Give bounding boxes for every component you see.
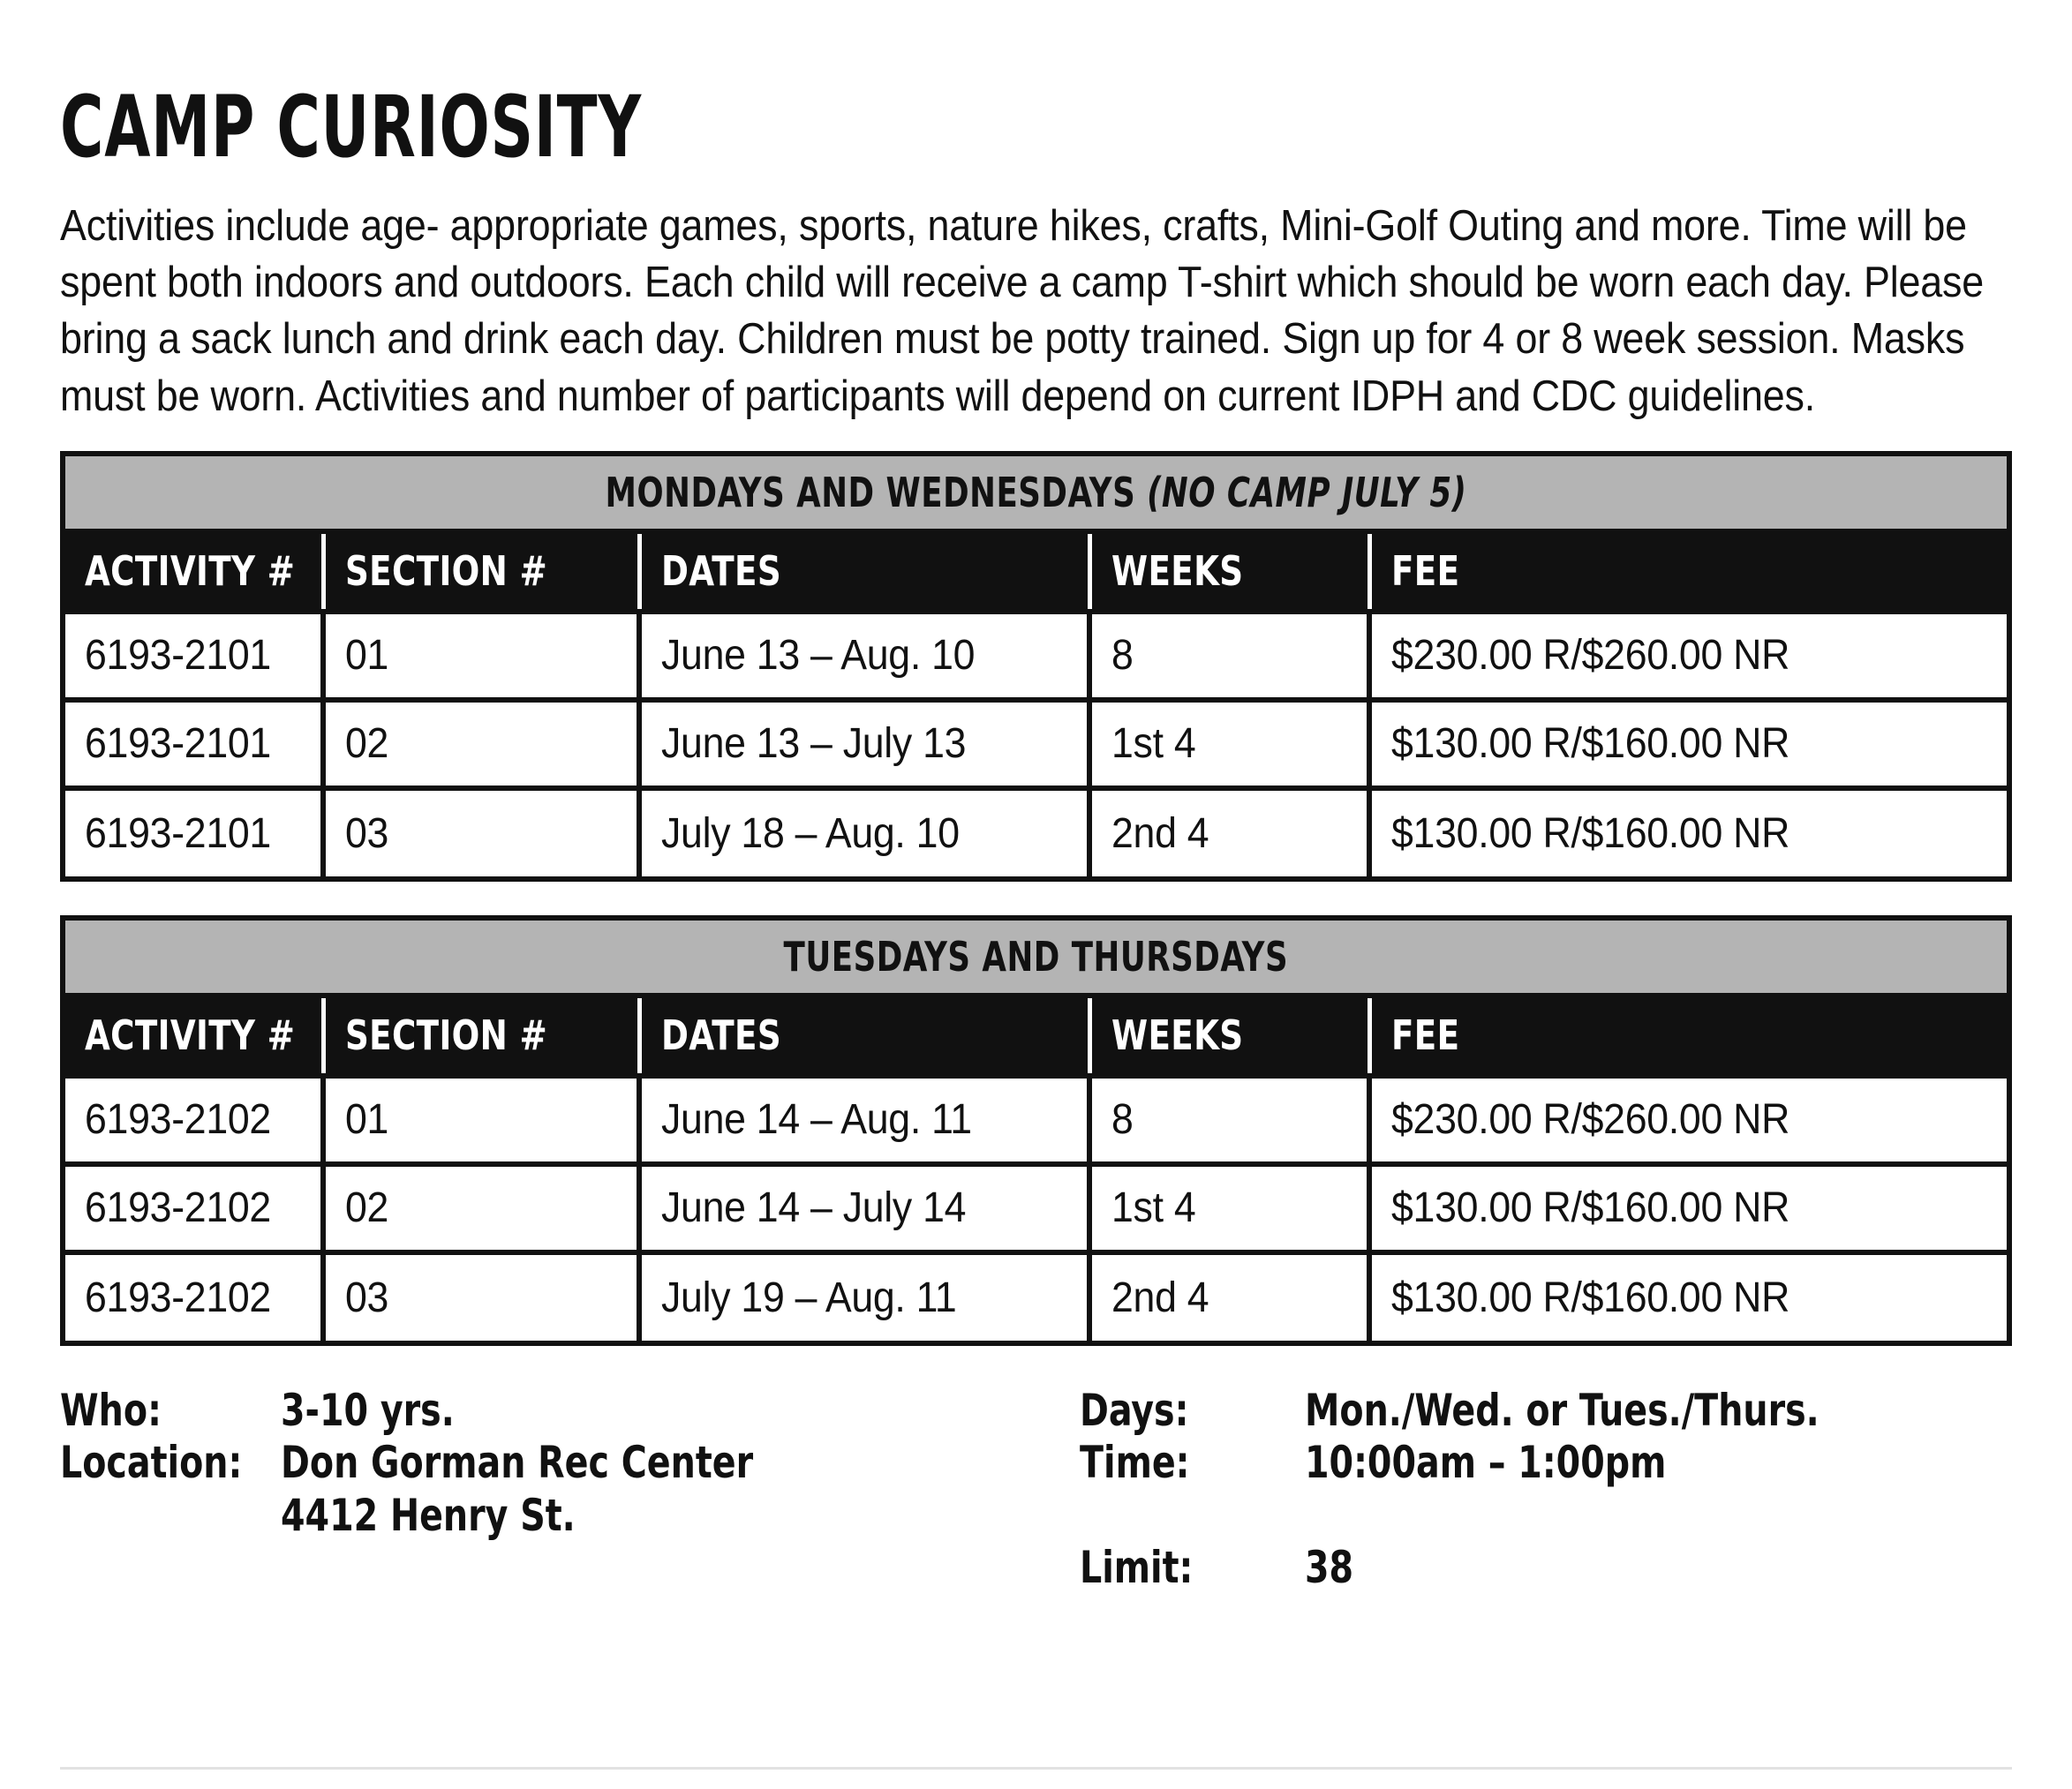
label-limit: Limit: — [1080, 1542, 1194, 1594]
column-header-weeks-label: WEEKS — [1111, 1011, 1243, 1060]
cell-activity — [65, 700, 323, 788]
cell-section — [323, 1164, 639, 1252]
column-header-weeks — [1089, 998, 1369, 1076]
cell-fee-value: $130.00 R/$160.00 NR — [1391, 1184, 1790, 1232]
cell-dates — [639, 1252, 1089, 1341]
cell-dates — [639, 612, 1089, 700]
cell-weeks-value: 8 — [1111, 1096, 1134, 1144]
value-time: 10:00am – 1:00pm — [1305, 1437, 1667, 1489]
cell-fee — [1369, 1076, 2007, 1164]
cell-activity-value: 6193-2101 — [85, 809, 271, 857]
schedule-table — [65, 534, 2007, 876]
table-row — [65, 1252, 2007, 1341]
schedule-table — [65, 998, 2007, 1341]
table-row — [65, 788, 2007, 876]
band-header-note: (NO CAMP JULY 5) — [1147, 468, 1467, 516]
column-header-activity — [65, 534, 323, 612]
column-header-section — [323, 998, 639, 1076]
cell-activity — [65, 1076, 323, 1164]
cell-activity-value: 6193-2101 — [85, 632, 271, 680]
detail-labels-right — [1080, 1385, 1305, 1595]
cell-dates-value: July 19 – Aug. 11 — [661, 1274, 957, 1321]
cell-fee-value: $230.00 R/$260.00 NR — [1391, 632, 1790, 680]
column-header-dates — [639, 534, 1089, 612]
table-band-header — [65, 921, 2007, 998]
column-header-activity-label: ACTIVITY # — [85, 547, 296, 596]
cell-fee — [1369, 1252, 2007, 1341]
table-row — [65, 700, 2007, 788]
cell-weeks-value: 1st 4 — [1111, 720, 1196, 768]
page-title: CAMP CURIOSITY — [60, 78, 642, 177]
cell-section — [323, 1076, 639, 1164]
schedule-table-mon-wed — [60, 451, 2012, 882]
table-row — [65, 1076, 2007, 1164]
cell-section-value: 03 — [345, 1274, 389, 1321]
table-header-row — [65, 534, 2007, 612]
cell-activity-value: 6193-2102 — [85, 1096, 271, 1144]
cell-activity — [65, 788, 323, 876]
cell-weeks — [1089, 1164, 1369, 1252]
program-details-left — [60, 1385, 1080, 1595]
table-band-header — [65, 456, 2007, 534]
column-header-section-label: SECTION # — [344, 547, 547, 596]
program-details — [60, 1385, 2012, 1595]
cell-weeks-value: 2nd 4 — [1111, 809, 1209, 857]
cell-dates-value: June 14 – Aug. 11 — [661, 1096, 972, 1144]
column-header-activity — [65, 998, 323, 1076]
cell-section-value: 03 — [345, 809, 389, 857]
cell-dates-value: July 18 – Aug. 10 — [661, 809, 960, 857]
cell-activity — [65, 1252, 323, 1341]
cell-activity — [65, 612, 323, 700]
cell-weeks-value: 8 — [1111, 632, 1134, 680]
column-header-fee — [1369, 998, 2007, 1076]
value-location-line2: 4412 Henry St. — [281, 1489, 576, 1541]
value-location-line1: Don Gorman Rec Center — [281, 1437, 754, 1489]
value-limit: 38 — [1305, 1542, 1354, 1594]
cell-weeks — [1089, 612, 1369, 700]
cell-dates — [639, 1076, 1089, 1164]
column-header-section — [323, 534, 639, 612]
column-header-weeks — [1089, 534, 1369, 612]
cell-weeks — [1089, 700, 1369, 788]
cell-weeks-value: 2nd 4 — [1111, 1274, 1209, 1321]
cell-activity-value: 6193-2102 — [85, 1274, 271, 1321]
cell-section-value: 01 — [345, 1096, 389, 1144]
cell-section — [323, 700, 639, 788]
cell-dates — [639, 788, 1089, 876]
column-header-dates-label: DATES — [660, 1011, 781, 1060]
cell-section-value: 02 — [345, 1184, 389, 1232]
table-row — [65, 612, 2007, 700]
cell-dates-value: June 14 – July 14 — [661, 1184, 967, 1232]
schedule-table-tue-thu — [60, 915, 2012, 1346]
label-days: Days: — [1080, 1384, 1189, 1436]
label-location: Location: — [60, 1437, 243, 1489]
cell-fee — [1369, 1164, 2007, 1252]
cell-section — [323, 612, 639, 700]
column-header-section-label: SECTION # — [344, 1011, 547, 1060]
cell-dates — [639, 700, 1089, 788]
label-who: Who: — [60, 1384, 162, 1436]
cell-activity-value: 6193-2101 — [85, 720, 271, 768]
cell-activity-value: 6193-2102 — [85, 1184, 271, 1232]
program-description: Activities include age- appropriate games, sports, nature hikes, crafts, Mini-Golf Outing and more. Time will be spent both indoors and outdoors. Each child will receive a camp T-shirt which should be worn each day. Please bring a sack lunch and drink each day. Children must be potty trained. Sign up for 4 or 8 week session. Masks must be worn. Activities and number of participants will depend on current IDPH and CDC guidelines. — [60, 202, 1985, 420]
table-row — [65, 1164, 2007, 1252]
cell-weeks — [1089, 1076, 1369, 1164]
band-header-main: MONDAYS AND WEDNESDAYS — [605, 468, 1136, 516]
cell-weeks — [1089, 788, 1369, 876]
detail-labels-left — [60, 1385, 281, 1595]
band-header-main: TUESDAYS AND THURSDAYS — [783, 932, 1289, 981]
cell-fee — [1369, 700, 2007, 788]
column-header-fee-label: FEE — [1390, 1011, 1459, 1060]
band-header-text — [784, 933, 1289, 981]
program-details-right — [1080, 1385, 2012, 1595]
column-header-activity-label: ACTIVITY # — [85, 1011, 296, 1060]
cell-weeks-value: 1st 4 — [1111, 1184, 1196, 1232]
cell-fee — [1369, 788, 2007, 876]
value-who: 3-10 yrs. — [281, 1384, 455, 1436]
band-header-text — [606, 469, 1467, 516]
bottom-divider — [60, 1767, 2012, 1770]
cell-fee-value: $130.00 R/$160.00 NR — [1391, 1274, 1790, 1321]
value-days: Mon./Wed. or Tues./Thurs. — [1305, 1384, 1820, 1436]
cell-fee — [1369, 612, 2007, 700]
detail-values-left — [281, 1385, 817, 1595]
cell-section-value: 01 — [345, 632, 389, 680]
table-header-row — [65, 998, 2007, 1076]
cell-fee-value: $130.00 R/$160.00 NR — [1391, 809, 1790, 857]
detail-values-right — [1305, 1385, 1889, 1595]
column-header-fee-label: FEE — [1390, 547, 1459, 596]
cell-section-value: 02 — [345, 720, 389, 768]
cell-section — [323, 1252, 639, 1341]
column-header-dates-label: DATES — [660, 547, 781, 596]
label-time: Time: — [1080, 1437, 1190, 1489]
cell-dates-value: June 13 – July 13 — [661, 720, 967, 768]
column-header-dates — [639, 998, 1089, 1076]
cell-weeks — [1089, 1252, 1369, 1341]
column-header-fee — [1369, 534, 2007, 612]
cell-dates — [639, 1164, 1089, 1252]
column-header-weeks-label: WEEKS — [1111, 547, 1243, 596]
cell-fee-value: $230.00 R/$260.00 NR — [1391, 1096, 1790, 1144]
cell-activity — [65, 1164, 323, 1252]
cell-section — [323, 788, 639, 876]
cell-dates-value: June 13 – Aug. 10 — [661, 632, 976, 680]
cell-fee-value: $130.00 R/$160.00 NR — [1391, 720, 1790, 768]
